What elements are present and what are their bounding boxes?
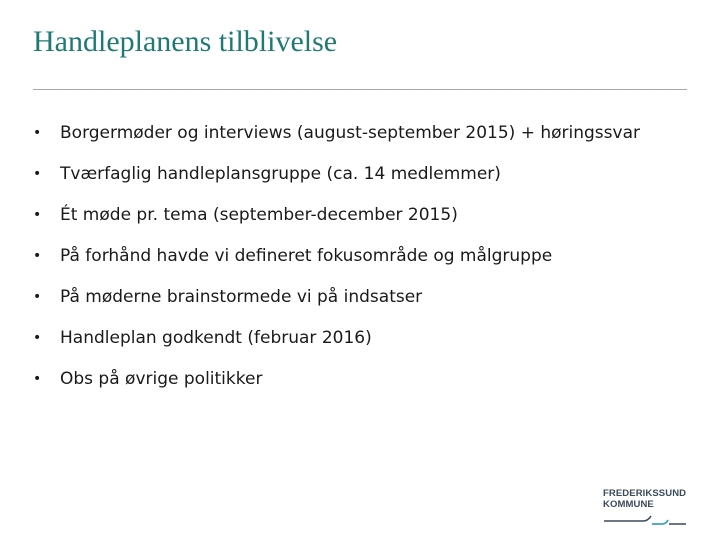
bullet-dot-icon: • bbox=[33, 371, 42, 387]
bullet-dot-icon: • bbox=[33, 330, 42, 346]
bullet-text: Obs på øvrige politikker bbox=[60, 369, 263, 389]
bullet-text: På forhånd havde vi defineret fokusområde og målgruppe bbox=[60, 246, 553, 266]
bullet-text: Ét møde pr. tema (september-december 2015) bbox=[60, 205, 458, 225]
logo-wave-icon bbox=[603, 512, 687, 526]
municipality-logo bbox=[603, 488, 687, 528]
logo-line-2: KOMMUNE bbox=[603, 499, 654, 510]
bullet-dot-icon: • bbox=[33, 125, 42, 141]
bullet-text: På møderne brainstormede vi på indsatser bbox=[60, 287, 423, 307]
bullet-dot-icon: • bbox=[33, 166, 42, 182]
logo-wave-hook bbox=[643, 516, 651, 521]
logo-wave-tail bbox=[662, 520, 668, 524]
bullet-dot-icon: • bbox=[33, 248, 42, 264]
bullet-dot-icon: • bbox=[33, 289, 42, 305]
logo-line-1: FREDERIKSSUND bbox=[603, 488, 687, 499]
bullet-dot-icon: • bbox=[33, 207, 42, 223]
title-divider bbox=[33, 89, 687, 90]
bullet-text: Borgermøder og interviews (august-september 2015) + høringssvar bbox=[60, 123, 640, 143]
bullet-text: Tværfaglig handleplansgruppe (ca. 14 medlemmer) bbox=[60, 164, 501, 184]
slide-title: Handleplanens tilblivelse bbox=[33, 25, 338, 58]
bullet-text: Handleplan godkendt (februar 2016) bbox=[60, 328, 372, 348]
